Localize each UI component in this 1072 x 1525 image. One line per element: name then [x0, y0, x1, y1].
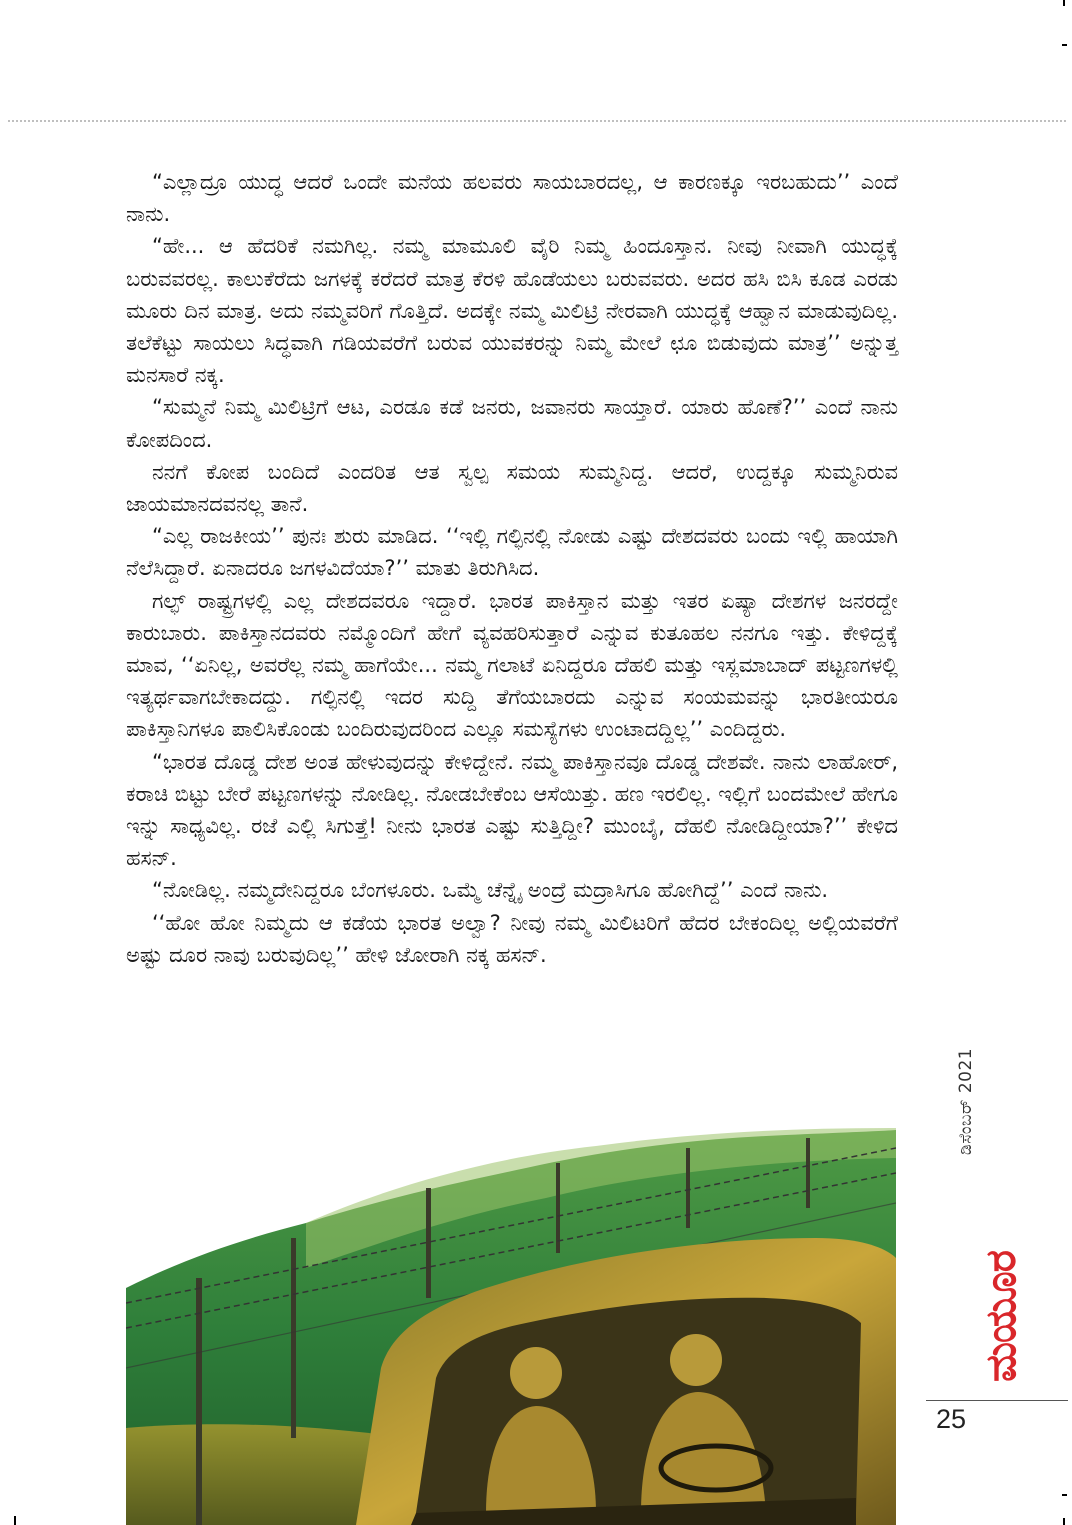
header-dotted-rule — [8, 120, 1066, 122]
article-body — [126, 166, 898, 971]
illustration-drawing — [126, 1128, 896, 1525]
crop-mark-top — [1063, 0, 1065, 6]
crop-mark-right — [1062, 44, 1067, 46]
paragraph: “ಭಾರತ ದೊಡ್ಡ ದೇಶ ಅಂತ ಹೇಳುವುದನ್ನು ಕೇಳಿದ್ದೇನೆ. ನಮ್ಮ ಪಾಕಿಸ್ತಾನವೂ ದೊಡ್ಡ ದೇಶವೇ. ನಾನು ಲಾಹೋರ್, ಕರಾಚಿ ಬಿಟ್ಟು ಬೇರೆ ಪಟ್ಟಣಗಳನ್ನು ನೋಡಿಲ್ಲ. ನೋಡಬೇಕೆಂಬ ಆಸೆಯಿತ್ತು. ಹಣ ಇರಲಿಲ್ಲ. ಇಲ್ಲಿಗೆ ಬಂದಮೇಲೆ ಹೇಗೂ ಇನ್ನು ಸಾಧ್ಯವಿಲ್ಲ. ರಜೆ ಎಲ್ಲಿ ಸಿಗುತ್ತೆ! ನೀನು ಭಾರತ ಎಷ್ಟು ಸುತ್ತಿದ್ದೀ? ಮುಂಬೈ, ದೆಹಲಿ ನೋಡಿದ್ದೀಯಾ?’’ ಕೇಳಿದ ಹಸನ್. — [126, 749, 898, 871]
issue-date: ಡಿಸೆಂಬರ್ 2021 — [956, 1047, 976, 1155]
crop-mark-bottom — [1063, 1518, 1065, 1525]
paragraph: “ನೋಡಿಲ್ಲ. ನಮ್ಮದೇನಿದ್ದರೂ ಬೆಂಗಳೂರು. ಒಮ್ಮೆ ಚೆನ್ನೈ ಅಂದ್ರೆ ಮದ್ರಾಸಿಗೂ ಹೋಗಿದ್ದೆ’’ ಎಂದೆ ನಾನು. — [152, 878, 829, 903]
magazine-logo: ಮಯೂರ — [976, 1251, 1025, 1382]
paragraph: ‘‘ಹೋ ಹೋ ನಿಮ್ಮದು ಆ ಕಡೆಯ ಭಾರತ ಅಲ್ವಾ? ನೀವು ನಮ್ಮ ಮಿಲಿಟರಿಗೆ ಹೆದರ ಬೇಕಂದಿಲ್ಲ ಅಲ್ಲಿಯವರೆಗೆ ಅಷ್ಟು ದೂರ ನಾವು ಬರುವುದಿಲ್ಲ’’ ಹೇಳಿ ಜೋರಾಗಿ ನಕ್ಕ ಹಸನ್. — [126, 910, 898, 967]
paragraph: “ಎಲ್ಲ ರಾಜಕೀಯ’’ ಪುನಃ ಶುರು ಮಾಡಿದ. ‘‘ಇಲ್ಲಿ ಗಲ್ಫಿನಲ್ಲಿ ನೋಡು ಎಷ್ಟು ದೇಶದವರು ಬಂದು ಇಲ್ಲಿ ಹಾಯಾಗಿ ನೆಲೆಸಿದ್ದಾರೆ. ಏನಾದರೂ ಜಗಳವಿದೆಯಾ?’’ ಮಾತು ತಿರುಗಿಸಿದ. — [126, 524, 898, 581]
story-illustration — [126, 1128, 896, 1525]
crop-mark-bottom-left — [14, 1516, 16, 1525]
paragraph: ಗಲ್ಫ್ ರಾಷ್ಟ್ರಗಳಲ್ಲಿ ಎಲ್ಲ ದೇಶದವರೂ ಇದ್ದಾರೆ. ಭಾರತ ಪಾಕಿಸ್ತಾನ ಮತ್ತು ಇತರ ಏಷ್ಯಾ ದೇಶಗಳ ಜನರದ್ದೇ ಕಾರುಬಾರು. ಪಾಕಿಸ್ತಾನದವರು ನಮ್ಮೊಂದಿಗೆ ಹೇಗೆ ವ್ಯವಹರಿಸುತ್ತಾರೆ ಎನ್ನುವ ಕುತೂಹಲ ನನಗೂ ಇತ್ತು. ಕೇಳಿದ್ದಕ್ಕೆ ಮಾವ, ‘‘ಏನಿಲ್ಲ, ಅವರೆಲ್ಲ ನಮ್ಮ ಹಾಗೆಯೇ... ನಮ್ಮ ಗಲಾಟೆ ಏನಿದ್ದರೂ ದೆಹಲಿ ಮತ್ತು ಇಸ್ಲಮಾಬಾದ್ ಪಟ್ಟಣಗಳಲ್ಲಿ ಇತ್ಯರ್ಥವಾಗಬೇಕಾದದ್ದು. ಗಲ್ಫಿನಲ್ಲಿ ಇದರ ಸುದ್ದಿ ತೆಗೆಯಬಾರದು ಎನ್ನುವ ಸಂಯಮವನ್ನು ಭಾರತೀಯರೂ ಪಾಕಿಸ್ತಾನಿಗಳೂ ಪಾಲಿಸಿಕೊಂಡು ಬಂದಿರುವುದರಿಂದ ಎಲ್ಲೂ ಸಮಸ್ಯೆಗಳು ಉಂಟಾದದ್ದಿಲ್ಲ’’ ಎಂದಿದ್ದರು. — [126, 588, 898, 742]
paragraph: “ಸುಮ್ಮನೆ ನಿಮ್ಮ ಮಿಲಿಟ್ರಿಗೆ ಆಟ, ಎರಡೂ ಕಡೆ ಜನರು, ಜವಾನರು ಸಾಯ್ತಾರೆ. ಯಾರು ಹೊಣೆ?’’ ಎಂದೆ ನಾನು ಕೋಪದಿಂದ. — [126, 395, 898, 452]
paragraph: “ಎಲ್ಲಾದ್ರೂ ಯುದ್ಧ ಆದರೆ ಒಂದೇ ಮನೆಯ ಹಲವರು ಸಾಯಬಾರದಲ್ಲ, ಆ ಕಾರಣಕ್ಕೂ ಇರಬಹುದು’’ ಎಂದೆ ನಾನು. — [126, 170, 898, 227]
page-number-rule — [926, 1400, 1068, 1401]
crop-mark-right-bottom — [1062, 1494, 1067, 1496]
page-number: 25 — [936, 1404, 967, 1434]
paragraph: ನನಗೆ ಕೋಪ ಬಂದಿದೆ ಎಂದರಿತ ಆತ ಸ್ವಲ್ಪ ಸಮಯ ಸುಮ್ಮನಿದ್ದ. ಆದರೆ, ಉದ್ದಕ್ಕೂ ಸುಮ್ಮನಿರುವ ಜಾಯಮಾನದವನಲ್ಲ ತಾನೆ. — [126, 459, 898, 517]
paragraph: “ಹೇ... ಆ ಹೆದರಿಕೆ ನಮಗಿಲ್ಲ. ನಮ್ಮ ಮಾಮೂಲಿ ವೈರಿ ನಿಮ್ಮ ಹಿಂದೂಸ್ತಾನ. ನೀವು ನೀವಾಗಿ ಯುದ್ಧಕ್ಕೆ ಬರುವವರಲ್ಲ. ಕಾಲುಕೆರೆದು ಜಗಳಕ್ಕೆ ಕರೆದರೆ ಮಾತ್ರ ಕೆರಳಿ ಹೊಡೆಯಲು ಬರುವವರು. ಅದರ ಹಸಿ ಬಿಸಿ ಕೂಡ ಎರಡು ಮೂರು ದಿನ ಮಾತ್ರ. ಅದು ನಮ್ಮವರಿಗೆ ಗೊತ್ತಿದೆ. ಅದಕ್ಕೇ ನಮ್ಮ ಮಿಲಿಟ್ರಿ ನೇರವಾಗಿ ಯುದ್ಧಕ್ಕೆ ಆಹ್ವಾನ ಮಾಡುವುದಿಲ್ಲ. ತಲೆಕೆಟ್ಟು ಸಾಯಲು ಸಿದ್ಧವಾಗಿ ಗಡಿಯವರೆಗೆ ಬರುವ ಯುವಕರನ್ನು ನಿಮ್ಮ ಮೇಲೆ ಛೂ ಬಿಡುವುದು ಮಾತ್ರ’’ ಅನ್ನುತ್ತ ಮನಸಾರೆ ನಕ್ಕ. — [126, 234, 898, 388]
